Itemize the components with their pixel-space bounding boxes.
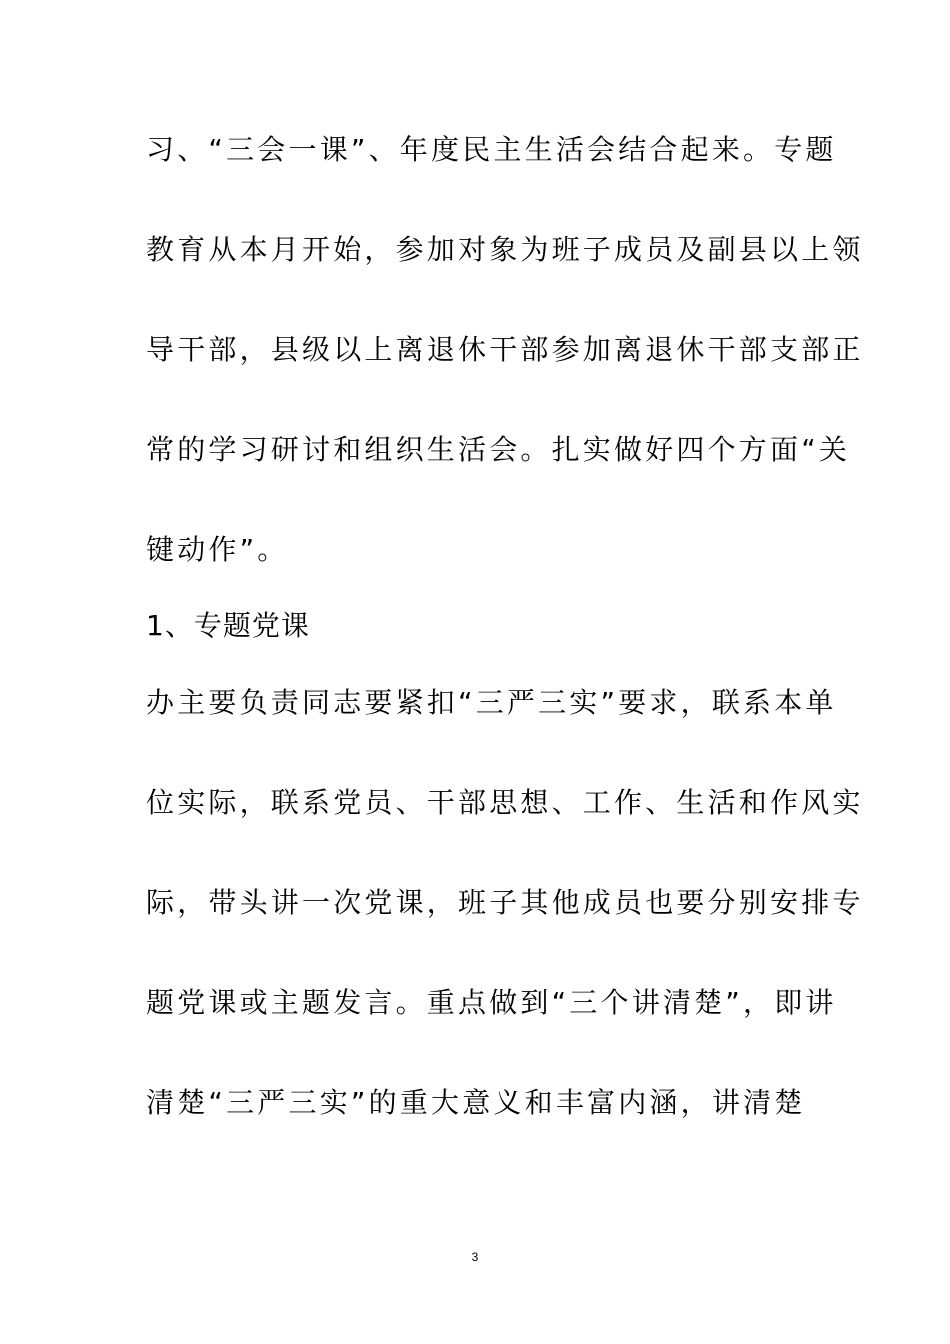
body-text-line: 题党课或主题发言。重点做到“三个讲清楚”，即讲 (146, 986, 837, 1019)
body-text-line: 际，带头讲一次党课，班子其他成员也要分别安排专 (146, 886, 864, 919)
body-text-line: 清楚“三严三实”的重大意义和丰富内涵，讲清楚 (146, 1086, 806, 1119)
body-text-line: 键动作”。 (146, 533, 289, 566)
body-text-line: 办主要负责同志要紧扣“三严三实”要求，联系本单 (146, 686, 837, 719)
section-heading: 1、专题党课 (146, 609, 310, 642)
page-number: 3 (471, 1250, 479, 1264)
body-text-line: 习、“三会一课”、年度民主生活会结合起来。专题 (146, 133, 837, 166)
body-text-line: 教育从本月开始，参加对象为班子成员及副县以上领 (146, 233, 864, 266)
body-text-line: 导干部，县级以上离退休干部参加离退休干部支部正 (146, 333, 864, 366)
body-text-line: 常的学习研讨和组织生活会。扎实做好四个方面“关 (146, 433, 851, 466)
body-text-line: 位实际，联系党员、干部思想、工作、生活和作风实 (146, 786, 864, 819)
